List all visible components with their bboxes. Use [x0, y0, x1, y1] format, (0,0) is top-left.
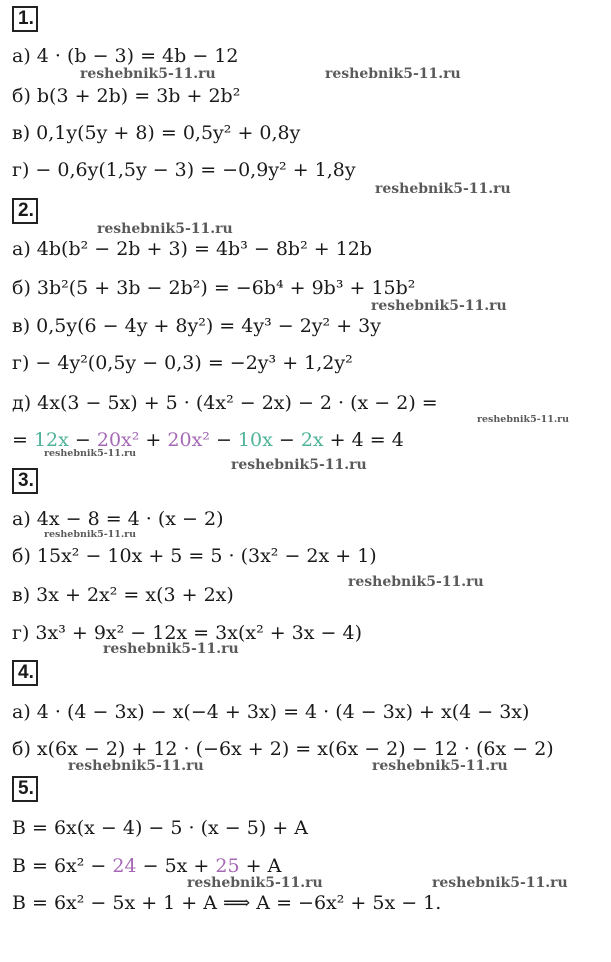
equation-line-colored: B = 6x² − 24 − 5x + 25 + A	[12, 855, 282, 877]
task-number: 4.	[12, 660, 38, 686]
watermark: reshebnik5-11.ru	[80, 66, 216, 82]
equation-line: а) 4 · (4 − 3x) − x(−4 + 3x) = 4 · (4 − 3x) + x(4 − 3x)	[12, 701, 530, 723]
watermark: reshebnik5-11.ru	[375, 181, 511, 197]
equation-line: а) 4 · (b − 3) = 4b − 12	[12, 45, 239, 67]
watermark: reshebnik5-11.ru	[348, 574, 484, 590]
equation-line-colored: = 12x − 20x² + 20x² − 10x − 2x + 4 = 4	[12, 429, 404, 451]
equation-line: б) 15x² − 10x + 5 = 5 · (3x² − 2x + 1)	[12, 545, 377, 567]
watermark: reshebnik5-11.ru	[44, 448, 137, 459]
equation-line: а) 4x − 8 = 4 · (x − 2)	[12, 508, 224, 530]
equation-line: B = 6x² − 5x + 1 + A ⟹ A = −6x² + 5x − 1.	[12, 892, 442, 914]
watermark: reshebnik5-11.ru	[97, 221, 233, 237]
equation-line: г) − 0,6y(1,5y − 3) = −0,9y² + 1,8y	[12, 159, 356, 181]
equation-line: в) 0,5y(6 − 4y + 8y²) = 4y³ − 2y² + 3y	[12, 315, 381, 337]
equation-line: B = 6x(x − 4) − 5 · (x − 5) + A	[12, 817, 308, 839]
task-number: 3.	[12, 468, 38, 494]
equation-line: в) 3x + 2x² = x(3 + 2x)	[12, 584, 234, 606]
equation-line: д) 4x(3 − 5x) + 5 · (4x² − 2x) − 2 · (x − 2) =	[12, 392, 438, 414]
equation-line: а) 4b(b² − 2b + 3) = 4b³ − 8b² + 12b	[12, 238, 373, 260]
equation-line: б) x(6x − 2) + 12 · (−6x + 2) = x(6x − 2) − 12 · (6x − 2)	[12, 738, 554, 760]
task-number: 1.	[12, 6, 38, 32]
equation-line: в) 0,1y(5y + 8) = 0,5y² + 0,8y	[12, 122, 301, 144]
watermark: reshebnik5-11.ru	[103, 641, 239, 657]
watermark: reshebnik5-11.ru	[187, 875, 323, 891]
equation-line: г) 3x³ + 9x² − 12x = 3x(x² + 3x − 4)	[12, 622, 362, 644]
task-number: 2.	[12, 198, 38, 224]
watermark: reshebnik5-11.ru	[372, 758, 508, 774]
equation-line: б) b(3 + 2b) = 3b + 2b²	[12, 85, 241, 107]
watermark: reshebnik5-11.ru	[325, 66, 461, 82]
equation-line: б) 3b²(5 + 3b − 2b²) = −6b⁴ + 9b³ + 15b²	[12, 277, 416, 299]
watermark: reshebnik5-11.ru	[68, 758, 204, 774]
watermark: reshebnik5-11.ru	[44, 529, 137, 540]
equation-line: г) − 4y²(0,5y − 0,3) = −2y³ + 1,2y²	[12, 352, 353, 374]
watermark: reshebnik5-11.ru	[371, 298, 507, 314]
watermark: reshebnik5-11.ru	[231, 457, 367, 473]
watermark: reshebnik5-11.ru	[477, 414, 570, 425]
task-number: 5.	[12, 776, 38, 802]
watermark: reshebnik5-11.ru	[432, 875, 568, 891]
